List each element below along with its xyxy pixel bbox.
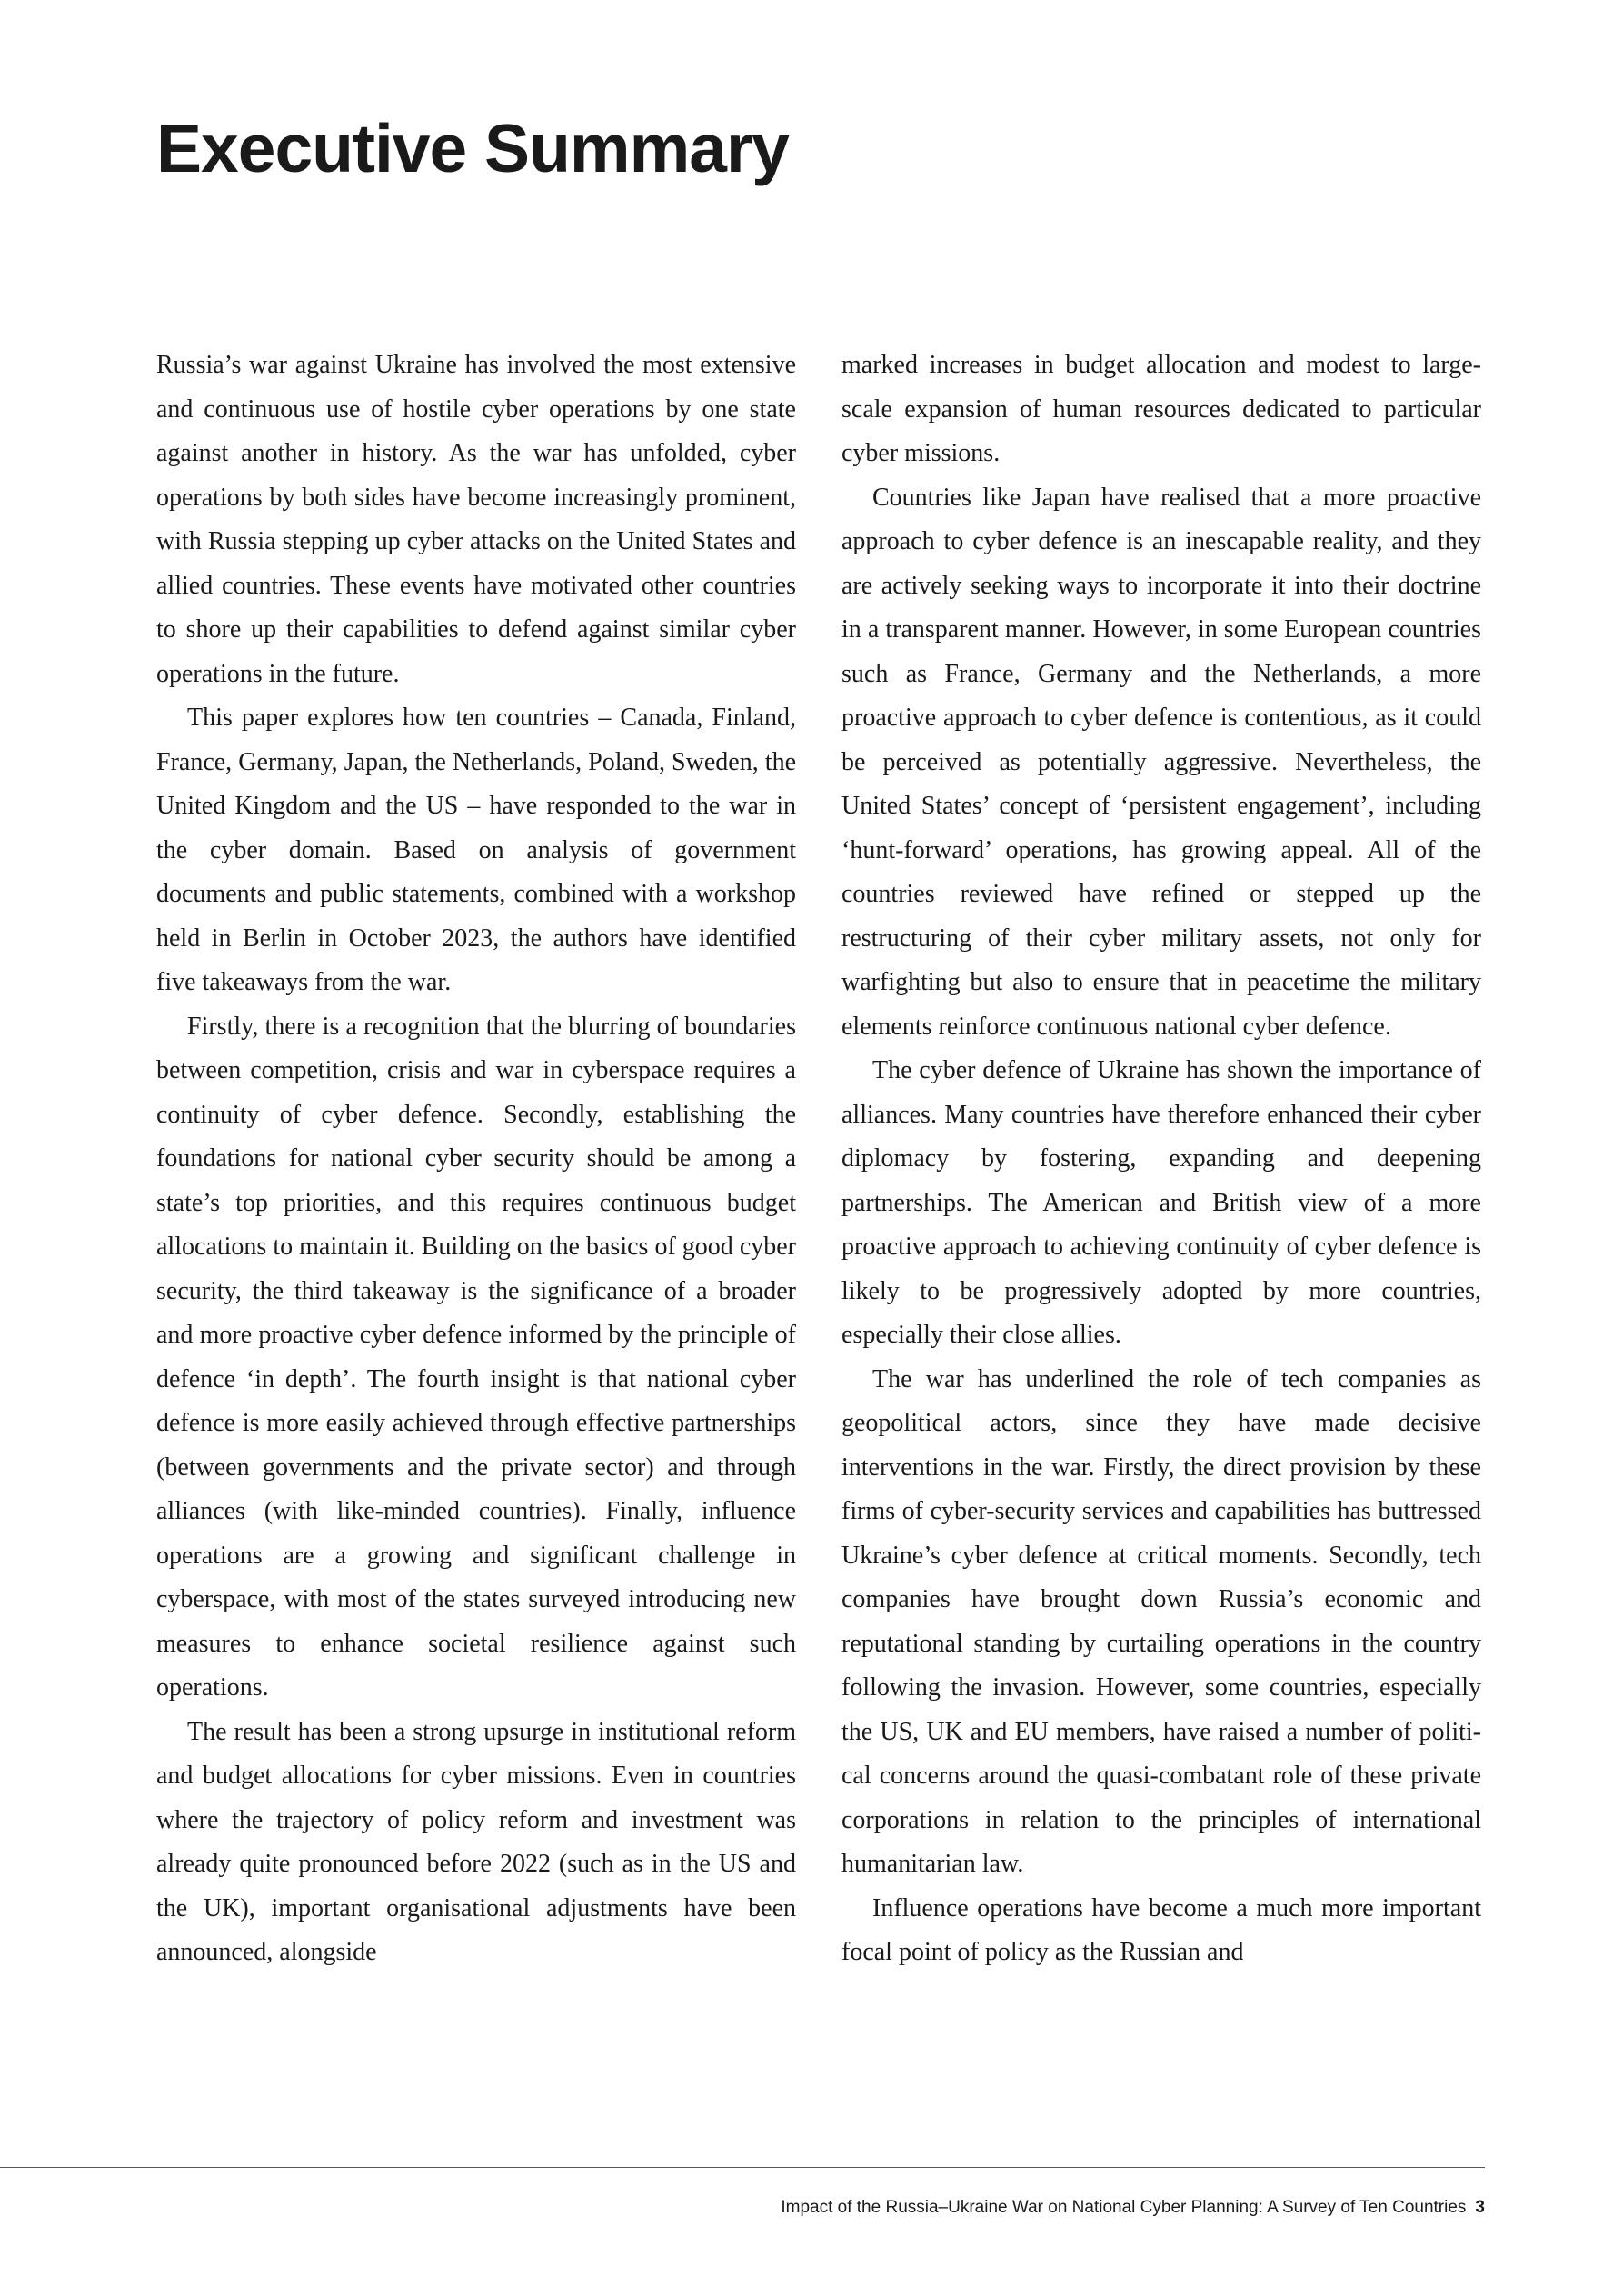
paragraph: This paper explores how ten countries – Canada, Finland, France, Germany, Japan, the Netherlands, Poland, Sweden, the United Kingdom and the US – have responded to the war in the cyber domain. Based on analysis of government documents and public statements, combined with a workshop held in Berlin in October 2023, the authors have identified five takeaways from the war. — [156, 704, 796, 996]
page-title: Executive Summary — [156, 110, 789, 186]
footer-divider — [0, 2167, 1485, 2168]
body-column-left — [156, 344, 796, 1975]
paragraph: marked increases in budget allocation and modest to large-scale expansion of human resources dedicated to particular cyber missions. — [841, 351, 1481, 467]
paragraph: The war has underlined the role of tech companies as geopolitical actors, since they have made decisive interventions in the war. Firstly, the direct provision by these firms of cyber-security services and capabilities has buttressed Ukraine’s cyber defence at critical moments. Secondly, tech companies have brought down Russia’s economic and reputational standing by curtailing operations in the country following the invasion. However, some countries, especially the US, UK and EU members, have raised a number of political concerns around the quasi-combatant role of these private corporations in relation to the principles of international humanitarian law. — [841, 1364, 1481, 1878]
paragraph: The result has been a strong upsurge in institutional reform and budget allocations for cyber missions. Even in countries where the trajectory of policy reform and investment was already quite pronounced before 2022 (such as in the US and the UK), important organisational adjustments have been announced, alongside — [156, 1717, 796, 1966]
running-footer — [781, 2198, 1485, 2218]
paragraph: Firstly, there is a recognition that the blurring of boundaries between competition, crisis and war in cyberspace requires a continuity of cyber defence. Secondly, establishing the foundations for national cyber security should be among a state’s top priorities, and this requires continuous budget allocations to maintain it. Building on the basics of good cyber security, the third takeaway is the significance of a broader and more proactive cyber defence informed by the principle of defence ‘in depth’. The fourth insight is that national cyber defence is more easily achieved through effective partnerships (between governments and the private sector) and through alliances (with like-minded countries). Finally, influence operations are a growing and significant challenge in cyberspace, with most of the states surveyed introducing new measures to enhance societal resilience against such operations. — [156, 1012, 796, 1702]
page-number: 3 — [1475, 2198, 1485, 2217]
paragraph: The cyber defence of Ukraine has shown the importance of alliances. Many countries have therefore enhanced their cyber diplomacy by fostering, expanding and deepening partnerships. The American and British view of a more proactive approach to achieving continuity of cyber defence is likely to be progressively adopted by more countries, especially their close allies. — [841, 1056, 1481, 1349]
paragraph: Influence operations have become a much more important focal point of policy as the Russian and — [841, 1893, 1481, 1966]
paragraph: Countries like Japan have realised that a more proactive approach to cyber defence is an inescapable reality, and they are actively seeking ways to incorporate it into their doctrine in a transparent manner. However, in some European countries such as France, Germany and the Netherlands, a more proactive approach to cyber defence is contentious, as it could be perceived as potentially aggressive. Nevertheless, the United States’ concept of ‘persistent engagement’, including ‘hunt-forward’ operations, has growing appeal. All of the countries reviewed have refined or stepped up the restructuring of their cyber military assets, not only for warfighting but also to ensure that in peacetime the military elements reinforce continuous national cyber defence. — [841, 483, 1481, 1041]
body-column-right — [841, 344, 1481, 1975]
footer-title: Impact of the Russia–Ukraine War on National Cyber Planning: A Survey of Ten Countries — [781, 2198, 1467, 2217]
paragraph: Russia’s war against Ukraine has involved the most extensive and continuous use of hostile cyber operations by one state against another in history. As the war has unfolded, cyber operations by both sides have become increasingly prominent, with Russia stepping up cyber attacks on the United States and allied countries. These events have motivated other countries to shore up their capabilities to defend against similar cyber operations in the future. — [156, 351, 796, 688]
